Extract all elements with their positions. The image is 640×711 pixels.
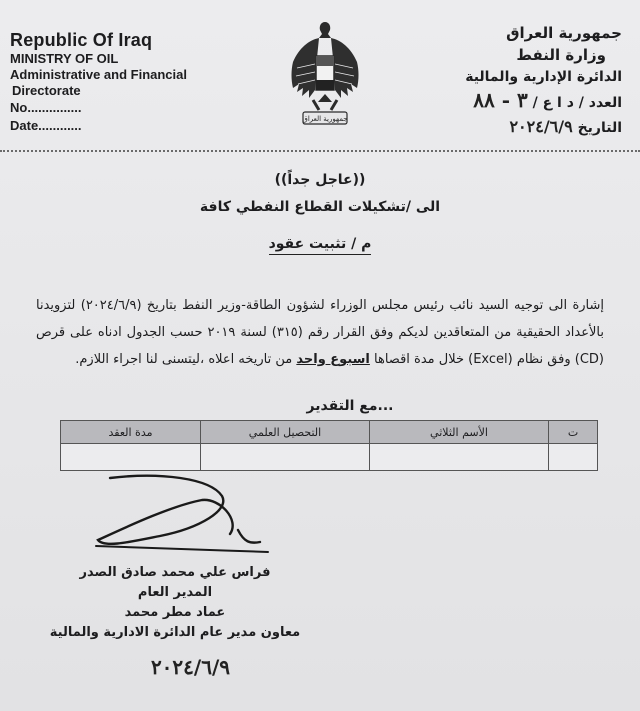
col-header-full-name: الأسم الثلاثي	[370, 421, 549, 444]
table-cell	[370, 444, 549, 471]
date-value-ar: ٢٠٢٤/٦/٩	[509, 117, 573, 136]
signature-date: ٢٠٢٤/٦/٩	[150, 655, 230, 679]
signatory-name: فراس علي محمد صادق الصدر	[79, 565, 271, 580]
subject-line	[0, 236, 640, 252]
number-field-ar	[392, 88, 622, 115]
number-label-ar: العدد / د ا ع /	[532, 95, 622, 111]
directorate-ar: الدائرة الإدارية والمالية	[465, 69, 622, 85]
directorate-line1-en: Administrative and Financial	[10, 67, 187, 82]
handwritten-signature	[90, 470, 280, 560]
urgent-label: ((عاجل جداً))	[274, 172, 366, 188]
date-field-en: Date............	[10, 118, 82, 133]
table-cell	[549, 444, 598, 471]
signatory-title: المدير العام	[137, 585, 213, 600]
ministry-name-ar: وزارة النفط	[516, 46, 606, 64]
deputy-name: عماد مطر محمد	[124, 605, 226, 620]
table-cell	[201, 444, 370, 471]
signature-block	[40, 563, 310, 643]
table-header-row	[61, 421, 598, 444]
iraq-eagle-emblem	[285, 18, 365, 130]
country-name-ar: جمهورية العراق	[506, 24, 622, 42]
col-header-contract-duration: مدة العقد	[61, 421, 201, 444]
body-text-part2: من تاريخه اعلاه ،ليتسنى لنا اجراء اللازم.	[75, 352, 293, 367]
col-header-serial: ت	[549, 421, 598, 444]
number-field-en: No...............	[10, 100, 82, 115]
letter-body	[36, 292, 604, 373]
addressee-line: الى /تشكيلات القطاع النفطي كافة	[199, 199, 441, 215]
contractors-table	[60, 420, 598, 471]
table-cell	[61, 444, 201, 471]
col-header-education: التحصيل العلمي	[201, 421, 370, 444]
body-text-part1: إشارة الى توجيه السيد نائب رئيس مجلس الوزراء لشؤون الطاقة-وزير النفط بتاريخ (٢٠٢٤/٦/٩) لتزويدنا بالأعداد الحقيقية من المتعاقدين لديكم وفق القرار رقم (٣١٥) لسنة ٢٠١٩ حسب الجدول ادناه على قرص (CD) وفق نظام (Excel) خلال مدة اقصاها	[36, 298, 605, 367]
emblem-scroll-text: جمهورية العراق	[302, 115, 348, 123]
body-deadline-emphasis: اسبوع واحد	[296, 352, 370, 367]
arabic-letterhead	[392, 22, 622, 140]
ministry-name-en: MINISTRY OF OIL	[10, 51, 119, 66]
english-letterhead	[10, 30, 240, 135]
table-row	[61, 444, 598, 471]
date-label-ar: التاريخ	[577, 120, 622, 136]
country-name-en: Republic Of Iraq	[10, 30, 153, 50]
date-field-ar	[392, 115, 622, 140]
directorate-line2-en: Directorate	[12, 83, 81, 98]
header-divider	[0, 150, 640, 153]
subject-text: م / تثبيت عقود	[269, 236, 372, 255]
deputy-title: معاون مدير عام الدائرة الادارية والمالية	[49, 625, 301, 640]
closing-regards: ...مع التقدير	[306, 398, 394, 414]
number-value-ar: ٣ - ٨٨	[473, 88, 528, 112]
